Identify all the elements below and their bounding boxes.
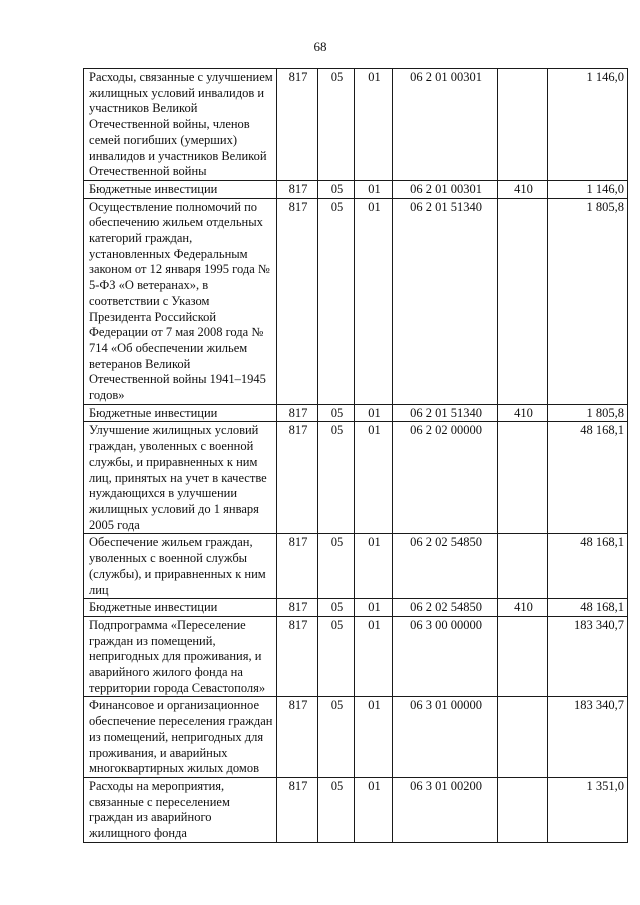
subsection-code-cell: 01: [355, 599, 393, 617]
subsection-code-cell: 01: [355, 180, 393, 198]
table-row: [84, 777, 628, 842]
ministry-code-cell: 817: [277, 404, 318, 422]
ministry-code-cell: 817: [277, 777, 318, 842]
section-code-cell: 05: [318, 616, 355, 697]
amount-cell: 1 805,8: [548, 198, 628, 404]
target-item-code-cell: 06 2 01 51340: [393, 198, 498, 404]
amount-cell: 1 146,0: [548, 180, 628, 198]
section-code-cell: 05: [318, 599, 355, 617]
table-row: [84, 69, 628, 181]
amount-cell: 48 168,1: [548, 534, 628, 599]
target-item-code-cell: 06 3 01 00200: [393, 777, 498, 842]
amount-cell: 1 805,8: [548, 404, 628, 422]
expense-type-code-cell: [498, 616, 548, 697]
table-row: [84, 599, 628, 617]
section-code-cell: 05: [318, 422, 355, 534]
expense-type-code-cell: [498, 777, 548, 842]
ministry-code-cell: 817: [277, 697, 318, 778]
ministry-code-cell: 817: [277, 180, 318, 198]
table-row: [84, 180, 628, 198]
section-code-cell: 05: [318, 404, 355, 422]
section-code-cell: 05: [318, 180, 355, 198]
amount-cell: 183 340,7: [548, 616, 628, 697]
row-name-cell: Бюджетные инвестиции: [84, 599, 277, 617]
target-item-code-cell: 06 2 02 54850: [393, 599, 498, 617]
row-name-cell: Финансовое и организационное обеспечение переселения граждан из помещений, непригодных для проживания, и аварийных многоквартирных жилых домов: [84, 697, 277, 778]
row-name-cell: Бюджетные инвестиции: [84, 404, 277, 422]
ministry-code-cell: 817: [277, 69, 318, 181]
subsection-code-cell: 01: [355, 404, 393, 422]
target-item-code-cell: 06 2 01 51340: [393, 404, 498, 422]
table-row: [84, 697, 628, 778]
ministry-code-cell: 817: [277, 534, 318, 599]
target-item-code-cell: 06 2 02 00000: [393, 422, 498, 534]
subsection-code-cell: 01: [355, 422, 393, 534]
budget-table: [83, 68, 628, 843]
expense-type-code-cell: [498, 422, 548, 534]
subsection-code-cell: 01: [355, 616, 393, 697]
target-item-code-cell: 06 3 00 00000: [393, 616, 498, 697]
subsection-code-cell: 01: [355, 534, 393, 599]
table-row: [84, 616, 628, 697]
subsection-code-cell: 01: [355, 198, 393, 404]
expense-type-code-cell: 410: [498, 180, 548, 198]
expense-type-code-cell: [498, 198, 548, 404]
subsection-code-cell: 01: [355, 697, 393, 778]
amount-cell: 1 351,0: [548, 777, 628, 842]
expense-type-code-cell: [498, 69, 548, 181]
expense-type-code-cell: [498, 697, 548, 778]
target-item-code-cell: 06 3 01 00000: [393, 697, 498, 778]
expense-type-code-cell: 410: [498, 404, 548, 422]
expense-type-code-cell: 410: [498, 599, 548, 617]
table-row: [84, 422, 628, 534]
row-name-cell: Расходы на мероприятия, связанные с переселением граждан из аварийного жилищного фонда: [84, 777, 277, 842]
amount-cell: 48 168,1: [548, 422, 628, 534]
target-item-code-cell: 06 2 01 00301: [393, 69, 498, 181]
amount-cell: 48 168,1: [548, 599, 628, 617]
section-code-cell: 05: [318, 777, 355, 842]
amount-cell: 1 146,0: [548, 69, 628, 181]
budget-table-body: [84, 69, 628, 843]
page-number: 68: [313, 39, 327, 54]
subsection-code-cell: 01: [355, 777, 393, 842]
ministry-code-cell: 817: [277, 599, 318, 617]
row-name-cell: Бюджетные инвестиции: [84, 180, 277, 198]
ministry-code-cell: 817: [277, 422, 318, 534]
row-name-cell: Расходы, связанные с улучшением жилищных условий инвалидов и участников Великой Отечественной войны, членов семей погибших (умерших) инвалидов и участников Великой Отечественной войны: [84, 69, 277, 181]
target-item-code-cell: 06 2 02 54850: [393, 534, 498, 599]
row-name-cell: Обеспечение жильем граждан, уволенных с военной службы (службы), и приравненных к ним лиц: [84, 534, 277, 599]
row-name-cell: Подпрограмма «Переселение граждан из помещений, непригодных для проживания, и аварийного жилого фонда на территории города Севастополя»: [84, 616, 277, 697]
section-code-cell: 05: [318, 69, 355, 181]
expense-type-code-cell: [498, 534, 548, 599]
section-code-cell: 05: [318, 534, 355, 599]
ministry-code-cell: 817: [277, 198, 318, 404]
table-row: [84, 534, 628, 599]
amount-cell: 183 340,7: [548, 697, 628, 778]
table-row: [84, 198, 628, 404]
row-name-cell: Улучшение жилищных условий граждан, уволенных с военной службы, и приравненных к ним лиц, принятых на учет в качестве нуждающихся в улучшении жилищных условий до 1 января 2005 года: [84, 422, 277, 534]
row-name-cell: Осуществление полномочий по обеспечению жильем отдельных категорий граждан, установленных Федеральным законом от 12 января 1995 года № 5-ФЗ «О ветеранах», в соответствии с Указом Президента Российской Федерации от 7 мая 2008 года № 714 «Об обеспечении жильем ветеранов Великой Отечественной войны 1941–1945 годов»: [84, 198, 277, 404]
ministry-code-cell: 817: [277, 616, 318, 697]
section-code-cell: 05: [318, 697, 355, 778]
subsection-code-cell: 01: [355, 69, 393, 181]
section-code-cell: 05: [318, 198, 355, 404]
table-row: [84, 404, 628, 422]
target-item-code-cell: 06 2 01 00301: [393, 180, 498, 198]
